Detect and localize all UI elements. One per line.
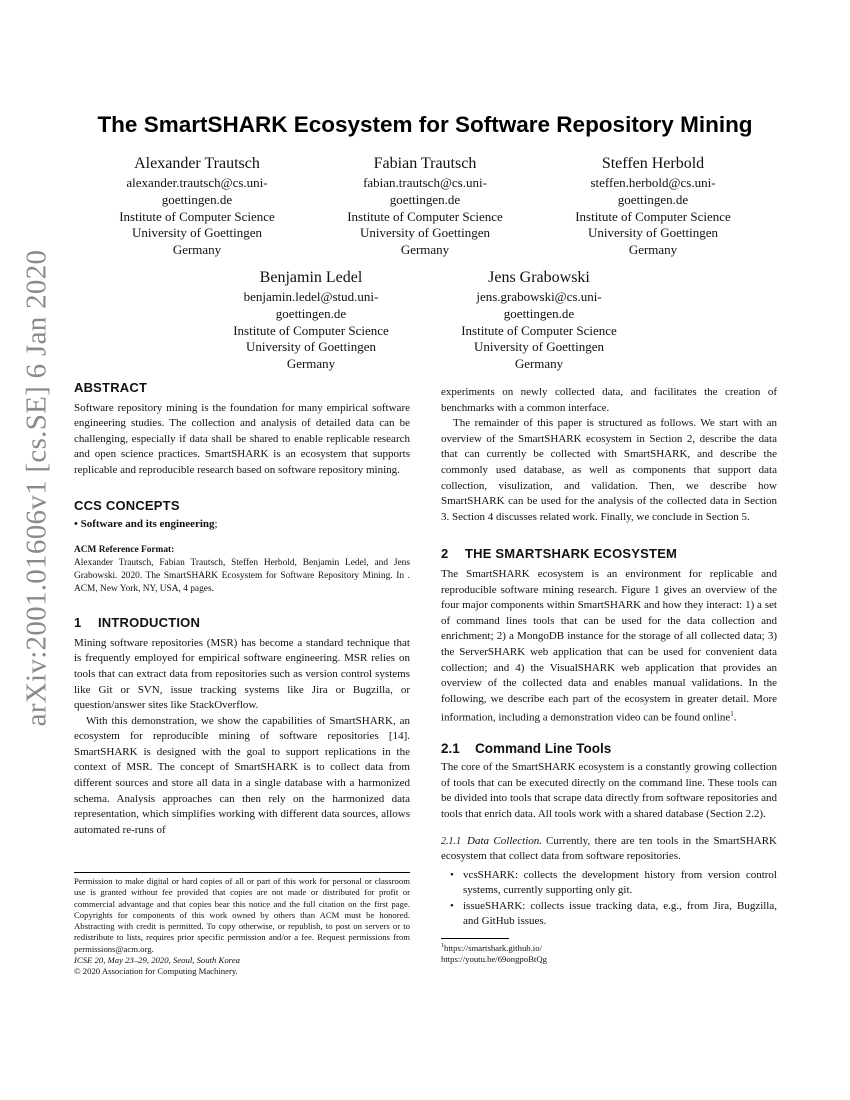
author-email[interactable]: steffen.herbold@cs.uni- <box>590 175 716 190</box>
tool-list <box>441 868 777 930</box>
author-institute: Institute of Computer Science <box>347 208 503 224</box>
footnote-ref[interactable]: 1 <box>730 710 734 719</box>
footnote-1 <box>441 941 777 954</box>
copyright-line: © 2020 Association for Computing Machinery. <box>74 966 238 977</box>
section-heading-ecosystem <box>441 546 777 562</box>
author-block <box>82 154 312 259</box>
section-number: 2 <box>441 546 449 562</box>
author-email[interactable]: fabian.trautsch@cs.uni- <box>363 175 487 190</box>
author-email-cont[interactable]: goettingen.de <box>617 191 689 207</box>
list-item: • issueSHARK: collects issue tracking data, e.g., from Jira, Bugzilla, and GitHub issues. <box>463 899 777 930</box>
author-email-cont[interactable]: goettingen.de <box>161 191 233 207</box>
ccs-heading: CCS CONCEPTS <box>74 497 180 513</box>
author-email[interactable]: jens.grabowski@cs.uni- <box>476 289 602 304</box>
permission-divider <box>74 872 410 873</box>
author-university: University of Goettingen <box>132 225 262 241</box>
list-item: • vcsSHARK: collects the development history from version control systems, currently supporting only git. <box>463 868 777 899</box>
footnote-divider <box>441 938 509 939</box>
subsubsection-number: 2.1.1 <box>441 835 461 847</box>
author-name: Steffen Herbold <box>601 155 705 172</box>
ccs-item[interactable]: • Software and its engineering <box>74 518 215 531</box>
author-university: University of Goettingen <box>474 339 604 355</box>
ecosystem-paragraph <box>441 567 777 727</box>
author-university: University of Goettingen <box>246 339 376 355</box>
ecosystem-end: . <box>733 711 737 724</box>
footnote-mark: 1 <box>441 943 444 950</box>
author-institute: Institute of Computer Science <box>119 208 275 224</box>
section-title: THE SMARTSHARK ECOSYSTEM <box>465 546 678 562</box>
permission-text: Permission to make digital or hard copies of all or part of this work for personal or classroom use is granted without fee provided that copies are not made or distributed for profit or commercial advantage and that copies bear this notice and the full citation on the first page. Copyrights for components of this work owned by others than ACM must be honored. Abstracting with credit is permitted. To copy otherwise, or republish, to post on servers or to redistribute to lists, requires prior specific permission and/or a fee. Request permissions from permissions@acm.org. <box>74 876 410 954</box>
author-email[interactable]: benjamin.ledel@stud.uni- <box>243 289 379 304</box>
acm-ref-text: Alexander Trautsch, Fabian Trautsch, Steffen Herbold, Benjamin Ledel, and Jens Grabowski. 2020. The SmartSHARK Ecosystem for Software Repository Mining. In . ACM, New York, NY, USA, 4 pages. <box>74 558 410 594</box>
paper-title: The SmartSHARK Ecosystem for Software Repository Mining <box>97 112 753 137</box>
data-collection-paragraph <box>441 834 777 865</box>
author-country: Germany <box>172 242 222 258</box>
author-block <box>424 268 654 373</box>
author-block <box>538 154 768 259</box>
author-country: Germany <box>514 356 564 372</box>
section-number: 1 <box>74 615 82 631</box>
intro-paragraph-2: With this demonstration, we show the capabilities of SmartSHARK, an ecosystem for reproducible mining of software repositories [14]. SmartSHARK is designed with the goal to support replications in the context of MSR. The concept of SmartSHARK is to collect data from different sources and store all data in a single database with a harmonized schema. Analysis approaches can then rely on the harmonized data representation, which simplifies working with different data sources, allows automated re-runs of <box>74 714 410 836</box>
author-country: Germany <box>628 242 678 258</box>
author-name: Benjamin Ledel <box>259 269 363 286</box>
subsection-title: Command Line Tools <box>475 740 612 756</box>
section-title: INTRODUCTION <box>98 615 201 631</box>
subsection-number: 2.1 <box>441 740 460 756</box>
author-block <box>196 268 426 373</box>
acm-ref-heading: ACM Reference Format: <box>74 544 175 555</box>
author-institute: Institute of Computer Science <box>461 322 617 338</box>
author-country: Germany <box>286 356 336 372</box>
author-university: University of Goettingen <box>360 225 490 241</box>
author-university: University of Goettingen <box>588 225 718 241</box>
abstract-heading: ABSTRACT <box>74 380 148 395</box>
author-email[interactable]: alexander.trautsch@cs.uni- <box>126 175 268 190</box>
left-column <box>74 380 410 838</box>
ecosystem-text: The SmartSHARK ecosystem is an environment for replicable and reproducible software mining research. Figure 1 gives an overview of the four major components within SmartSHARK and how they interact: 1) a set of command lines tools that can be used for the data collection and enrichment; 2) a MongoDB instance for the storage of all collected data; 3) the ServerSHARK web application that can be used for convenient data collection; and 4) the VisualSHARK web application that provides an overview of the collected data and enables manual validations. In the following, we describe each part of the ecosystem in greater detail. More information, including a demonstration video can be found online <box>441 567 777 724</box>
data-collection-text: Currently, there are ten tools in the SmartSHARK ecosystem that collect data from software repositories. <box>441 834 778 863</box>
command-line-tools-paragraph: The core of the SmartSHARK ecosystem is a constantly growing collection of tools that can be executed directly on the command line. These tools can be divided into tools that scrape data directly from software repositories and tools that enrich data. All tools work with a shared database (Section 2.2). <box>441 761 777 820</box>
permission-block <box>74 872 410 978</box>
author-name: Alexander Trautsch <box>134 155 260 172</box>
right-column <box>441 385 777 966</box>
footnote-url-video[interactable]: https://youtu.be/69ongpoBtQg <box>441 954 547 965</box>
paper-structure-paragraph: The remainder of this paper is structured as follows. We start with an overview of the SmartSHARK ecosystem in Section 2, describe the data that can currently be collected with SmartSHARK, and describe the commonly used database, as well as components that support data collection, visulization, and validation. Then, we describe how SmartSHARK can be used for the analysis of the collected data in Section 3. Section 4 discusses related work. Finally, we conclude in Section 5. <box>441 417 777 523</box>
section-heading-introduction <box>74 615 410 631</box>
author-name: Jens Grabowski <box>488 269 590 286</box>
arxiv-stamp <box>14 249 60 726</box>
footnote-url-smartshark[interactable]: https://smartshark.github.io/ <box>444 942 542 953</box>
intro-paragraph-1: Mining software repositories (MSR) has become a standard technique that is frequently employed for empirical software engineering. MSR relies on tools that can extract data from repositories such as version control systems like Git or SVN, issue tracking systems like Jira or Bugzilla, or question/answer sites like StackOverflow. <box>74 636 410 712</box>
author-country: Germany <box>400 242 450 258</box>
author-email-cont[interactable]: goettingen.de <box>389 191 461 207</box>
author-email-cont[interactable]: goettingen.de <box>275 305 347 321</box>
author-institute: Institute of Computer Science <box>233 322 389 338</box>
intro-continuation: experiments on newly collected data, and facilitates the creation of benchmarks with a common interface. <box>441 386 777 414</box>
ccs-concepts <box>74 517 410 533</box>
subsubsection-title: Data Collection. <box>467 834 543 847</box>
author-email-cont[interactable]: goettingen.de <box>503 305 575 321</box>
author-block <box>310 154 540 259</box>
arxiv-stamp-text: arXiv:2001.01606v1 [cs.SE] 6 Jan 2020 <box>20 249 53 726</box>
ccs-suffix: ; <box>214 518 218 531</box>
author-name: Fabian Trautsch <box>373 155 477 172</box>
footnote-2 <box>441 954 777 965</box>
subsection-heading-command-line-tools <box>441 741 777 757</box>
conference-venue: ICSE 20, May 23–29, 2020, Seoul, South Korea <box>74 955 240 966</box>
abstract-text: Software repository mining is the foundation for many empirical software engineering studies. The collection and analysis of detailed data can be challenging, especially if data shall be shared to enable replicable research and open science practices. SmartSHARK is an ecosystem that supports replicable and reproducible research based on software repository mining. <box>74 401 410 476</box>
author-institute: Institute of Computer Science <box>575 208 731 224</box>
